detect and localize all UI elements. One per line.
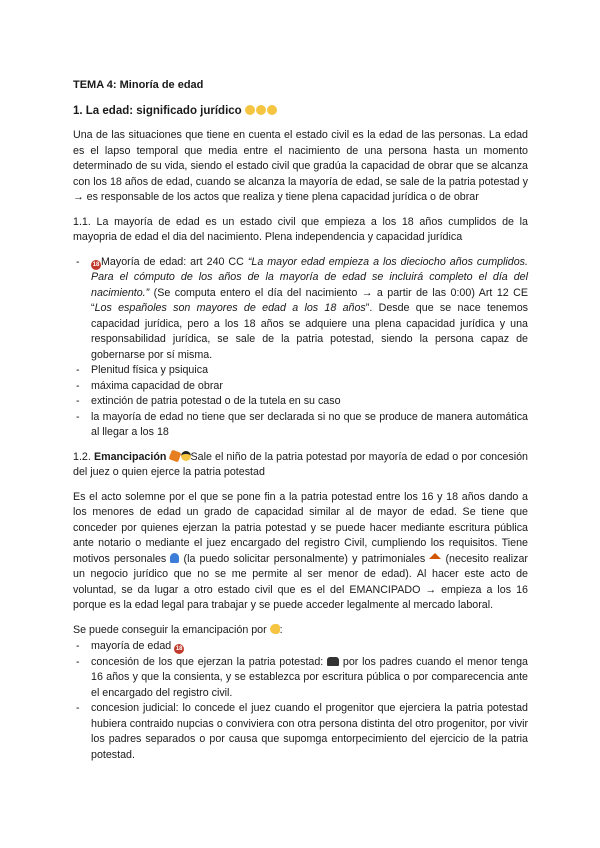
list-item: [73, 394, 528, 410]
older-person-icon: [267, 105, 277, 115]
bullet-dash: -: [76, 410, 80, 423]
bullet-dash: -: [76, 640, 80, 652]
item-text: por los padres cuando el menor tenga 16 años y que la consienta, y se establezca por escritura pública o por comparecencia ante el encargado del registro civil.: [91, 655, 528, 699]
item-text: máxima capacidad de obrar: [91, 379, 223, 392]
item-text: mayoría de edad: [91, 640, 175, 652]
list-item: [73, 701, 528, 763]
quote-ce: Los españoles son mayores de edad a los 18 años: [94, 302, 366, 314]
no-under-18-icon: 18: [175, 646, 183, 652]
list-item: [73, 410, 528, 441]
para-text: (necesito realizar un negocio jurídico que no se me permite al ser menor de edad). Al hacer este acto de voluntad, se da lugar a otro estado civil que es el del EMANCIPADO → empieza a los 16 porque es la edad legal para trabajar y se puede acceder legalmente al mercado laboral.: [73, 552, 528, 611]
bullet-dash: -: [76, 395, 80, 407]
para-text: (la puedo solicitar personalmente) y patrimoniales: [179, 552, 430, 565]
item-text: la mayoría de edad no tiene que ser declarada si no que se produce de manera automática al llegar a los 18: [91, 410, 528, 438]
bullet-dash: -: [76, 364, 80, 376]
section-1-2-heading: [73, 450, 528, 481]
section-1-heading-text: 1. La edad: significado jurídico: [73, 104, 242, 117]
emancipacion-list: [73, 639, 528, 763]
item-text: ”. Desde que se nace tenemos capacidad jurídica, pero a los 18 años se adquiere una plena capacidad jurídica y una responsabilidad jurídica, se sale de la patria potestad, siendo la persona capaz de gobernarse por sí misma.: [91, 302, 528, 361]
para-text: Es el acto solemne por el que se pone fin a la patria potestad entre los 16 y 18 años dando a los menores de edad un grado de capacidad similar al de mayor de edad. Se tiene que conceder por quienes ejerzan la patria potestad y se puede hacer mediante escritura pública ante notario o mediante el juez encargado del registro Civil, cumpliendo los requisitos. Tiene motivos personales: [73, 490, 528, 565]
section-1-1-list: [73, 255, 528, 441]
item-text: Plenitud física y psiquica: [91, 364, 209, 376]
document-page: [73, 78, 528, 772]
para-text: Se puede conseguir la emancipación por: [73, 623, 270, 636]
item-text: concesión de los que ejerzan la patria potestad:: [91, 655, 328, 668]
document-title: TEMA 4: Minoría de edad: [73, 79, 204, 91]
section-1-heading: [73, 104, 528, 120]
no-under-18-icon: 18: [92, 261, 100, 268]
item-text: concesion judicial: lo concede el juez cuando el progenitor que ejerciera la patria potestad hubiera contraido nupcias o conviviera con otra persona distinta del otro progenitor, por vivir los padres separados o por causa que supomga entorpecimiento del ejercicio de la patria potestad.: [91, 702, 528, 761]
bullet-dash: -: [76, 702, 80, 714]
bullet-dash: -: [76, 255, 80, 268]
item-text: (Se computa entero el día del nacimiento → a partir de las 0:00) Art 12 CE “: [91, 286, 528, 314]
baby-icon: [245, 105, 255, 115]
emancipacion-paragraph: [73, 490, 528, 614]
emancipacion-term: Emancipación: [93, 450, 167, 463]
section-1-paragraph: Una de las situaciones que tiene en cuenta el estado civil es la edad de las personas. La edad es el lapso temporal que media entre el nacimiento de una persona hasta un momento determinado de su vida, siendo el estado civil que gradúa la capacidad de obrar que se alcanza con los 18 años de edad, cuando se alcanza la mayoría de edad, se sale de la patria potestad y → es responsable de los actos que realiza y tiene plena capacidad jurídica o de obrar: [73, 129, 528, 203]
flexed-biceps-icon: [270, 624, 280, 634]
bullet-dash: -: [76, 379, 80, 392]
item-text: Mayoría de edad: art 240 CC: [101, 255, 248, 268]
party-popper-icon: [168, 449, 181, 462]
quote-cc: “La mayor edad empieza a los dieciocho años cumplidos. Para el cómputo de los años de la mayoría de edad se incluirá completo el día del nacimiento.”: [91, 255, 528, 299]
list-item: [73, 655, 528, 702]
item-text: extinción de patria potestad o de la tutela en su caso: [91, 395, 341, 407]
list-item: [73, 379, 528, 395]
section-number: 1.2.: [73, 450, 94, 463]
section-1-1-paragraph: 1.1. La mayoría de edad es un estado civil que empieza a los 18 años cumplidos de la mayopria de edad el dia del nacimiento. Plena independencia y capacidad jurídica: [73, 215, 528, 243]
para-text: :: [279, 623, 283, 636]
sunglasses-face-icon: [181, 451, 191, 461]
list-item: [73, 363, 528, 379]
bullet-dash: -: [76, 655, 80, 668]
section-1-2-text: Sale el niño de la patria potestad por mayoría de edad o por concesión del juez o quien ejerce la patria potestad: [73, 450, 528, 478]
list-item: [73, 255, 528, 364]
emancipacion-intro: [73, 623, 528, 639]
parents-icon: [327, 657, 339, 666]
house-icon: [429, 553, 441, 559]
list-item: [73, 639, 528, 655]
child-icon: [256, 105, 266, 115]
